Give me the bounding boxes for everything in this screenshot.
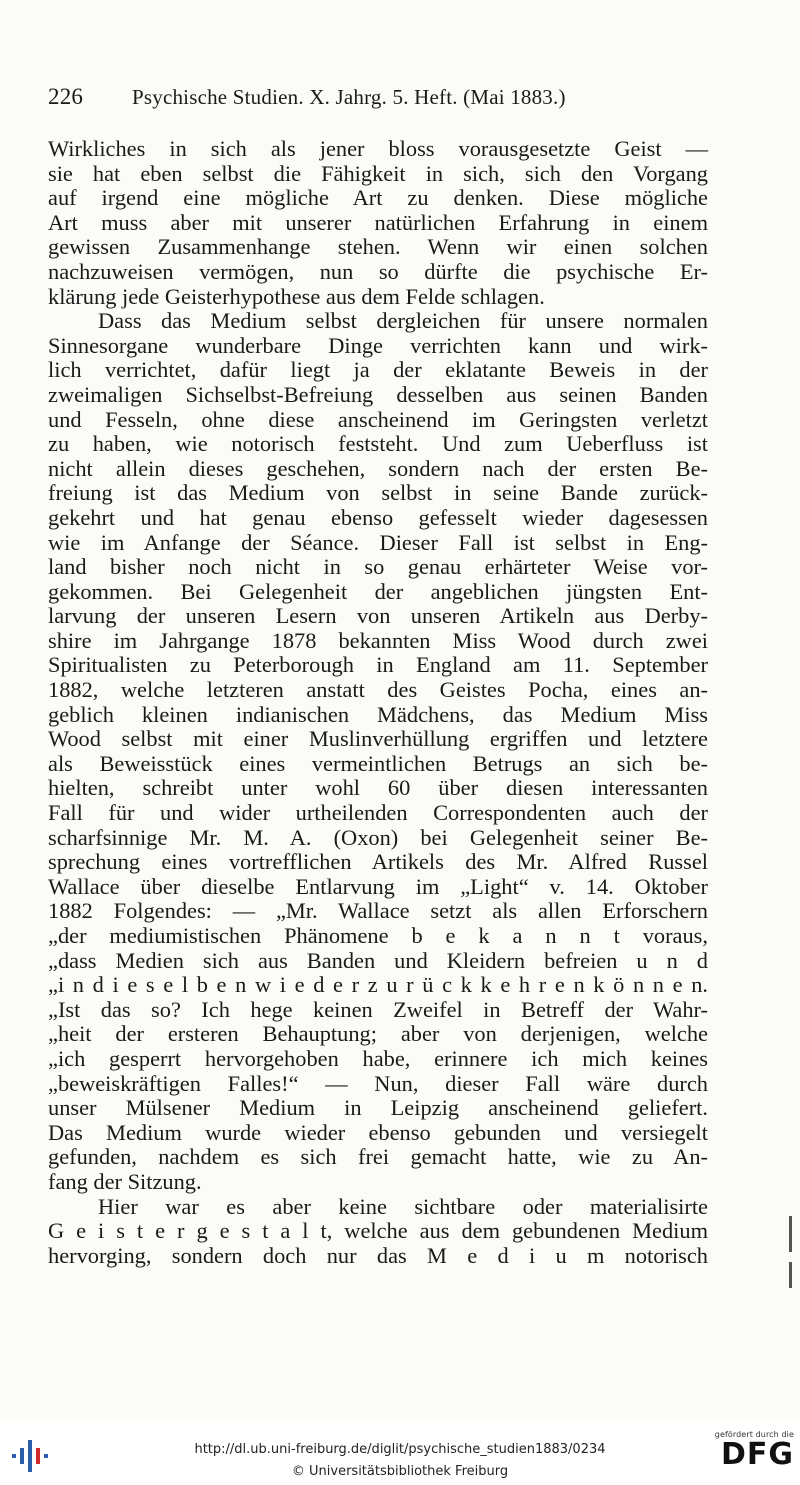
text-line: und Fesseln, ohne diese anscheinend im Geringsten verletzt [48,406,708,432]
text-line: shire im Jahrgange 1878 bekannten Miss Wood durch zwei [48,627,708,653]
scan-edge-mark [789,1216,792,1252]
running-title: Psychische Studien. X. Jahrg. 5. Heft. (Mai 1883.) [132,85,566,109]
page-number: 226 [48,84,84,109]
text-line: lich verrichtet, dafür liegt ja der eklatante Beweis in der [48,357,708,383]
text-line: klärung jede Geisterhypothese aus dem Felde schlagen. [48,283,545,309]
text-line: unser Mülsener Medium in Leipzig anscheinend geliefert. [48,1095,708,1121]
text-line: gewissen Zusammenhange stehen. Wenn wir einen solchen [48,234,708,260]
text-line: „beweiskräftigen Falles!“ — Nun, dieser Fall wäre durch [48,1070,708,1096]
text-line: scharfsinnige Mr. M. A. (Oxon) bei Gelegenheit seiner Be- [48,824,708,850]
text-line: sprechung eines vortrefflichen Artikels des Mr. Alfred Russel [48,849,708,875]
text-line: Das Medium wurde wieder ebenso gebunden und versiegelt [48,1119,708,1145]
text-line: zu haben, wie notorisch feststeht. Und zum Ueberfluss ist [48,431,708,457]
copyright-notice: © Universitätsbibliothek Freiburg [291,1464,509,1479]
text-line: hervorging, sondern doch nur das M e d i u m notorisch [48,1242,708,1268]
text-line: gekehrt und hat genau ebenso gefesselt wieder dagesessen [48,504,708,530]
text-line: fang der Sitzung. [48,1168,202,1194]
text-line: nachzuweisen vermögen, nun so dürfte die psychische Er- [48,258,708,284]
text-line: Wirkliches in sich als jener bloss vorausgesetzte Geist — [48,136,708,161]
text-line: „i n d i e s e l b e n w i e d e r z u r ü c k k e h r e n k ö n n e n. [48,972,708,998]
text-line: freiung ist das Medium von selbst in seine Bande zurück- [48,480,708,506]
text-line: sie hat eben selbst die Fähigkeit in sich, sich den Vorgang [48,160,708,186]
scan-edge-mark [789,1262,792,1288]
text-line: land bisher noch nicht in so genau erhärteter Weise vor- [48,554,708,580]
text-line: „heit der ersteren Behauptung; aber von derjenigen, welche [48,1021,708,1047]
viewer-footer [0,1420,800,1485]
body-text [48,137,708,1268]
text-line: Sinnesorgane wunderbare Dinge verrichten kann und wirk- [48,332,708,358]
dfg-tagline: gefördert durch die [714,1430,794,1439]
text-line: nicht allein dieses geschehen, sondern nach der ersten Be- [48,455,708,481]
text-line: Wood selbst mit einer Muslinverhüllung ergriffen und letztere [48,726,708,752]
text-line: „ich gesperrt hervorgehoben habe, erinnere ich mich keines [48,1045,708,1071]
text-line: larvung der unseren Lesern von unseren Artikeln aus Derby- [48,603,708,629]
text-line: geblich kleinen indianischen Mädchens, das Medium Miss [48,701,708,727]
text-line: zweimaligen Sichselbst-Befreiung desselben aus seinen Banden [48,381,708,407]
text-line: G e i s t e r g e s t a l t, welche aus dem gebundenen Medium [48,1218,708,1244]
dfg-wordmark: DFG [720,1437,794,1472]
text-line: 1882 Folgendes: — „Mr. Wallace setzt als allen Erforschern [48,898,708,924]
text-line: Spiritualisten zu Peterborough in England am 11. September [48,652,708,678]
dfg-logo[interactable] [698,1430,794,1478]
text-line: als Beweisstück eines vermeintlichen Betrugs an sich be- [48,750,708,776]
text-line: gefunden, nachdem es sich frei gemacht hatte, wie zu An- [48,1144,708,1170]
text-line: Art muss aber mit unserer natürlichen Erfahrung in einem [48,209,708,235]
text-line: gekommen. Bei Gelegenheit der angeblichen jüngsten Ent- [48,578,708,604]
text-line: 1882, welche letzteren anstatt des Geistes Pocha, eines an- [48,677,708,703]
text-line: hielten, schreibt unter wohl 60 über diesen interessanten [48,775,708,801]
text-line: Fall für und wider urtheilenden Correspondenten auch der [48,800,708,826]
text-line: auf irgend eine mögliche Art zu denken. Diese mögliche [48,185,708,211]
text-line: Wallace über dieselbe Entlarvung im „Light“ v. 14. Oktober [48,873,708,899]
text-line: wie im Anfange der Séance. Dieser Fall ist selbst in Eng- [48,529,708,555]
text-line: Hier war es aber keine sichtbare oder materialisirte [98,1193,708,1219]
running-head [48,84,688,110]
text-line: „dass Medien sich aus Banden und Kleidern befreien u n d [48,947,708,973]
text-line: „der mediumistischen Phänomene b e k a n n t voraus, [48,923,708,948]
source-url-link[interactable]: http://dl.ub.uni-freiburg.de/diglit/psychische_studien1883/0234 [194,1442,606,1457]
text-line: Dass das Medium selbst dergleichen für unsere normalen [98,308,708,334]
text-line: „Ist das so? Ich hege keinen Zweifel in Betreff der Wahr- [48,996,708,1022]
